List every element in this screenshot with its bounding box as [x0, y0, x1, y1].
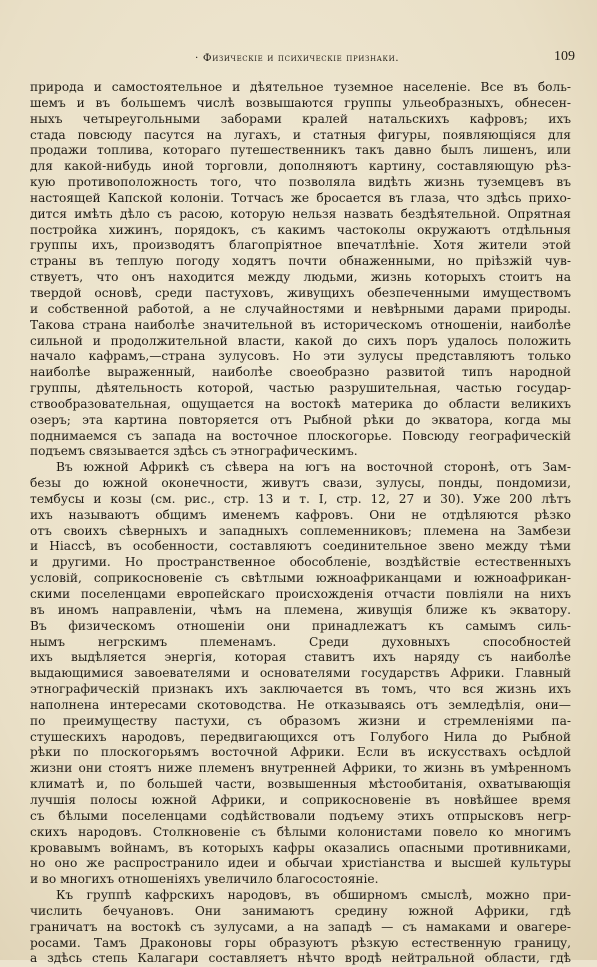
text-line: твердой основѣ, среди пастуховъ, живущихъ обезпеченными имуществомъ [30, 285, 571, 300]
text-line: ихъ выдѣляется энергія, которая ставитъ ихъ наряду съ наиболѣе [30, 650, 571, 665]
text-line: нымъ негрскимъ племенамъ. Среди духовныхъ способностей [30, 634, 571, 649]
text-line: этнографическій признакъ ихъ заключается въ томъ, что вся жизнь ихъ [30, 682, 571, 697]
text-line: ихъ называютъ общимъ именемъ кафровъ. Они не отдѣляются рѣзко [30, 507, 571, 522]
text-line: съ бѣлыми поселенцами содѣйствовали подъему этихъ отпрысковъ негр- [30, 808, 571, 823]
text-line: жизни они стоятъ ниже племенъ внутренней Африки, то жизнь въ умѣренномъ [30, 761, 571, 776]
body-text [30, 80, 571, 967]
text-line: числить бечуановъ. Они занимаютъ средину южной Африки, гдѣ [30, 903, 571, 918]
text-line: условій, соприкосновеніе съ свѣтлыми южноафриканцами и южноафрикан- [30, 571, 571, 586]
text-line: и собственной работой, а не случайностями и невѣрными дарами природы. [30, 301, 571, 316]
text-line: Къ группѣ кафрскихъ народовъ, въ обширномъ смыслѣ, можно при- [56, 888, 571, 903]
page-header [30, 50, 575, 68]
text-line: страны въ теплую погоду ходятъ почти обнаженными, но пріѣзжій чув- [30, 254, 571, 269]
text-line: кровавымъ войнамъ, въ которыхъ кафры оказались опасными противниками, [30, 840, 571, 855]
text-line: и другими. Но пространственное обособленіе, воздѣйствіе естественныхъ [30, 555, 571, 570]
text-line: ныхъ четыреугольными заборами кралей натальскихъ кафровъ; ихъ [30, 111, 571, 126]
text-line: дится имѣть дѣло съ расою, которую нельзя назвать бездѣятельной. Опрятная [30, 206, 571, 221]
text-line: рѣки по плоскогорьямъ восточной Африки. Если въ искусствахъ осѣдлой [30, 745, 571, 760]
text-line: но оно же распространило идеи и обычаи христіанства и высшей культуры [30, 856, 571, 871]
text-line: и во многихъ отношеніяхъ увеличило благосостояніе. [30, 872, 379, 887]
paragraph [30, 80, 571, 460]
text-line: природа и самостоятельное и дѣятельное туземное населеніе. Все въ боль- [30, 80, 571, 94]
text-line: стада повсюду пасутся на лугахъ, и статныя фигуры, появляющіяся для [30, 127, 571, 142]
text-line: лучшія полосы южной Африки, и соприкосновеніе въ новѣйшее время [30, 792, 571, 807]
text-line: скихъ народовъ. Столкновеніе съ бѣлыми колонистами повело ко многимъ [30, 824, 571, 839]
text-line: безы до южной оконечности, живутъ свази, зулусы, понды, пондомизи, [30, 476, 571, 491]
text-line: отъ своихъ сѣверныхъ и западныхъ соплеменниковъ; племена на Замбези [30, 523, 571, 538]
page-number: 109 [554, 49, 575, 64]
text-line: тембусы и козы (см. рис., стр. 13 и т. I, стр. 12, 27 и 30). Уже 200 лѣтъ [30, 491, 571, 506]
text-line: скими поселенцами европейскаго происхожденія отчасти повліяли на нихъ [30, 587, 571, 601]
text-line: шемъ и въ большемъ числѣ возвышаются группы ульеобразныхъ, обнесен- [30, 95, 571, 110]
text-line: въ иномъ направленіи, чѣмъ на племена, живущія ближе къ экватору. [30, 602, 571, 617]
text-line: наиболѣе выраженный, наиболѣе своеобразно развитой типъ народной [30, 365, 571, 380]
text-line: и Ніассѣ, въ особенности, составляютъ соединительное звено между тѣми [30, 539, 571, 554]
text-line: Такова страна наиболѣе значительной въ историческомъ отношеніи, наиболѣе [30, 317, 571, 332]
running-title: · Физическіе и психическіе признаки. [195, 52, 400, 64]
text-line: озеръ; эта картина повторяется отъ Рыбной рѣки до экватора, когда мы [30, 412, 571, 427]
text-line: росами. Тамъ Драконовы горы образуютъ рѣзкую естественную границу, [30, 935, 571, 950]
text-line: подъемъ связывается здѣсь съ этнографическимъ. [30, 444, 358, 459]
text-line: Въ физическомъ отношеніи они принадлежатъ къ самымъ силь- [30, 618, 571, 633]
text-line: а здѣсь степь Калагари составляетъ нѣчто вродѣ нейтральной области, гдѣ [30, 951, 571, 966]
text-line: группы, дѣятельность которой, частью разрушительная, частью государ- [30, 381, 571, 396]
text-line: начало кафрамъ,—страна зулусовъ. Но эти зулусы представляютъ только [30, 349, 571, 364]
text-line: для какой-нибудь иной торговли, дополняютъ картину, составляющую рѣз- [30, 159, 571, 174]
text-line: ствуетъ, что онъ находится между людьми, жизнь которыхъ стоитъ на [30, 270, 571, 285]
text-line: наполнена интересами скотоводства. Не отказываясь отъ земледѣлія, они— [30, 697, 571, 712]
text-line: климатѣ и, по большей части, возвышенныя мѣстообитанія, охватывающія [30, 777, 571, 792]
paragraph [30, 460, 571, 888]
text-line: по преимуществу пастухи, съ образомъ жизни и стремленіями па- [30, 713, 571, 728]
text-line: граничатъ на востокѣ съ зулусами, а на западѣ — съ намаками и овагере- [30, 919, 571, 934]
text-line: настоящей Капской колоніи. Тотчасъ же бросается въ глаза, что здѣсь прихо- [30, 190, 571, 205]
text-line: кую противоположность того, что позволяла видѣть жизнь туземцевъ въ [30, 175, 571, 190]
paragraph [30, 888, 571, 967]
text-line: продажи топлива, котораго путешественникъ такъ давно былъ лишенъ, или [30, 143, 571, 158]
text-line: ствообразовательная, ощущается на востокѣ материка до области великихъ [30, 396, 571, 411]
text-line: выдающимися завоевателями и основателями государствъ Африки. Главный [30, 666, 571, 681]
text-line: поднимаемся съ запада на восточное плоскогорье. Повсюду географическій [30, 428, 571, 443]
text-line: Въ южной Африкѣ съ сѣвера на югъ на восточной сторонѣ, отъ Зам- [56, 460, 571, 475]
text-line: группы ихъ, производятъ благопріятное впечатлѣніе. Хотя жители этой [30, 238, 571, 253]
text-line: стушескихъ народовъ, передвигающихся отъ Голубого Нила до Рыбной [30, 729, 571, 744]
text-line: постройка хижинъ, порядокъ, съ какимъ частоколы окружаютъ отдѣльныя [30, 222, 571, 237]
text-line: сильной и продолжительной власти, какой до сихъ поръ удалось положить [30, 333, 571, 348]
